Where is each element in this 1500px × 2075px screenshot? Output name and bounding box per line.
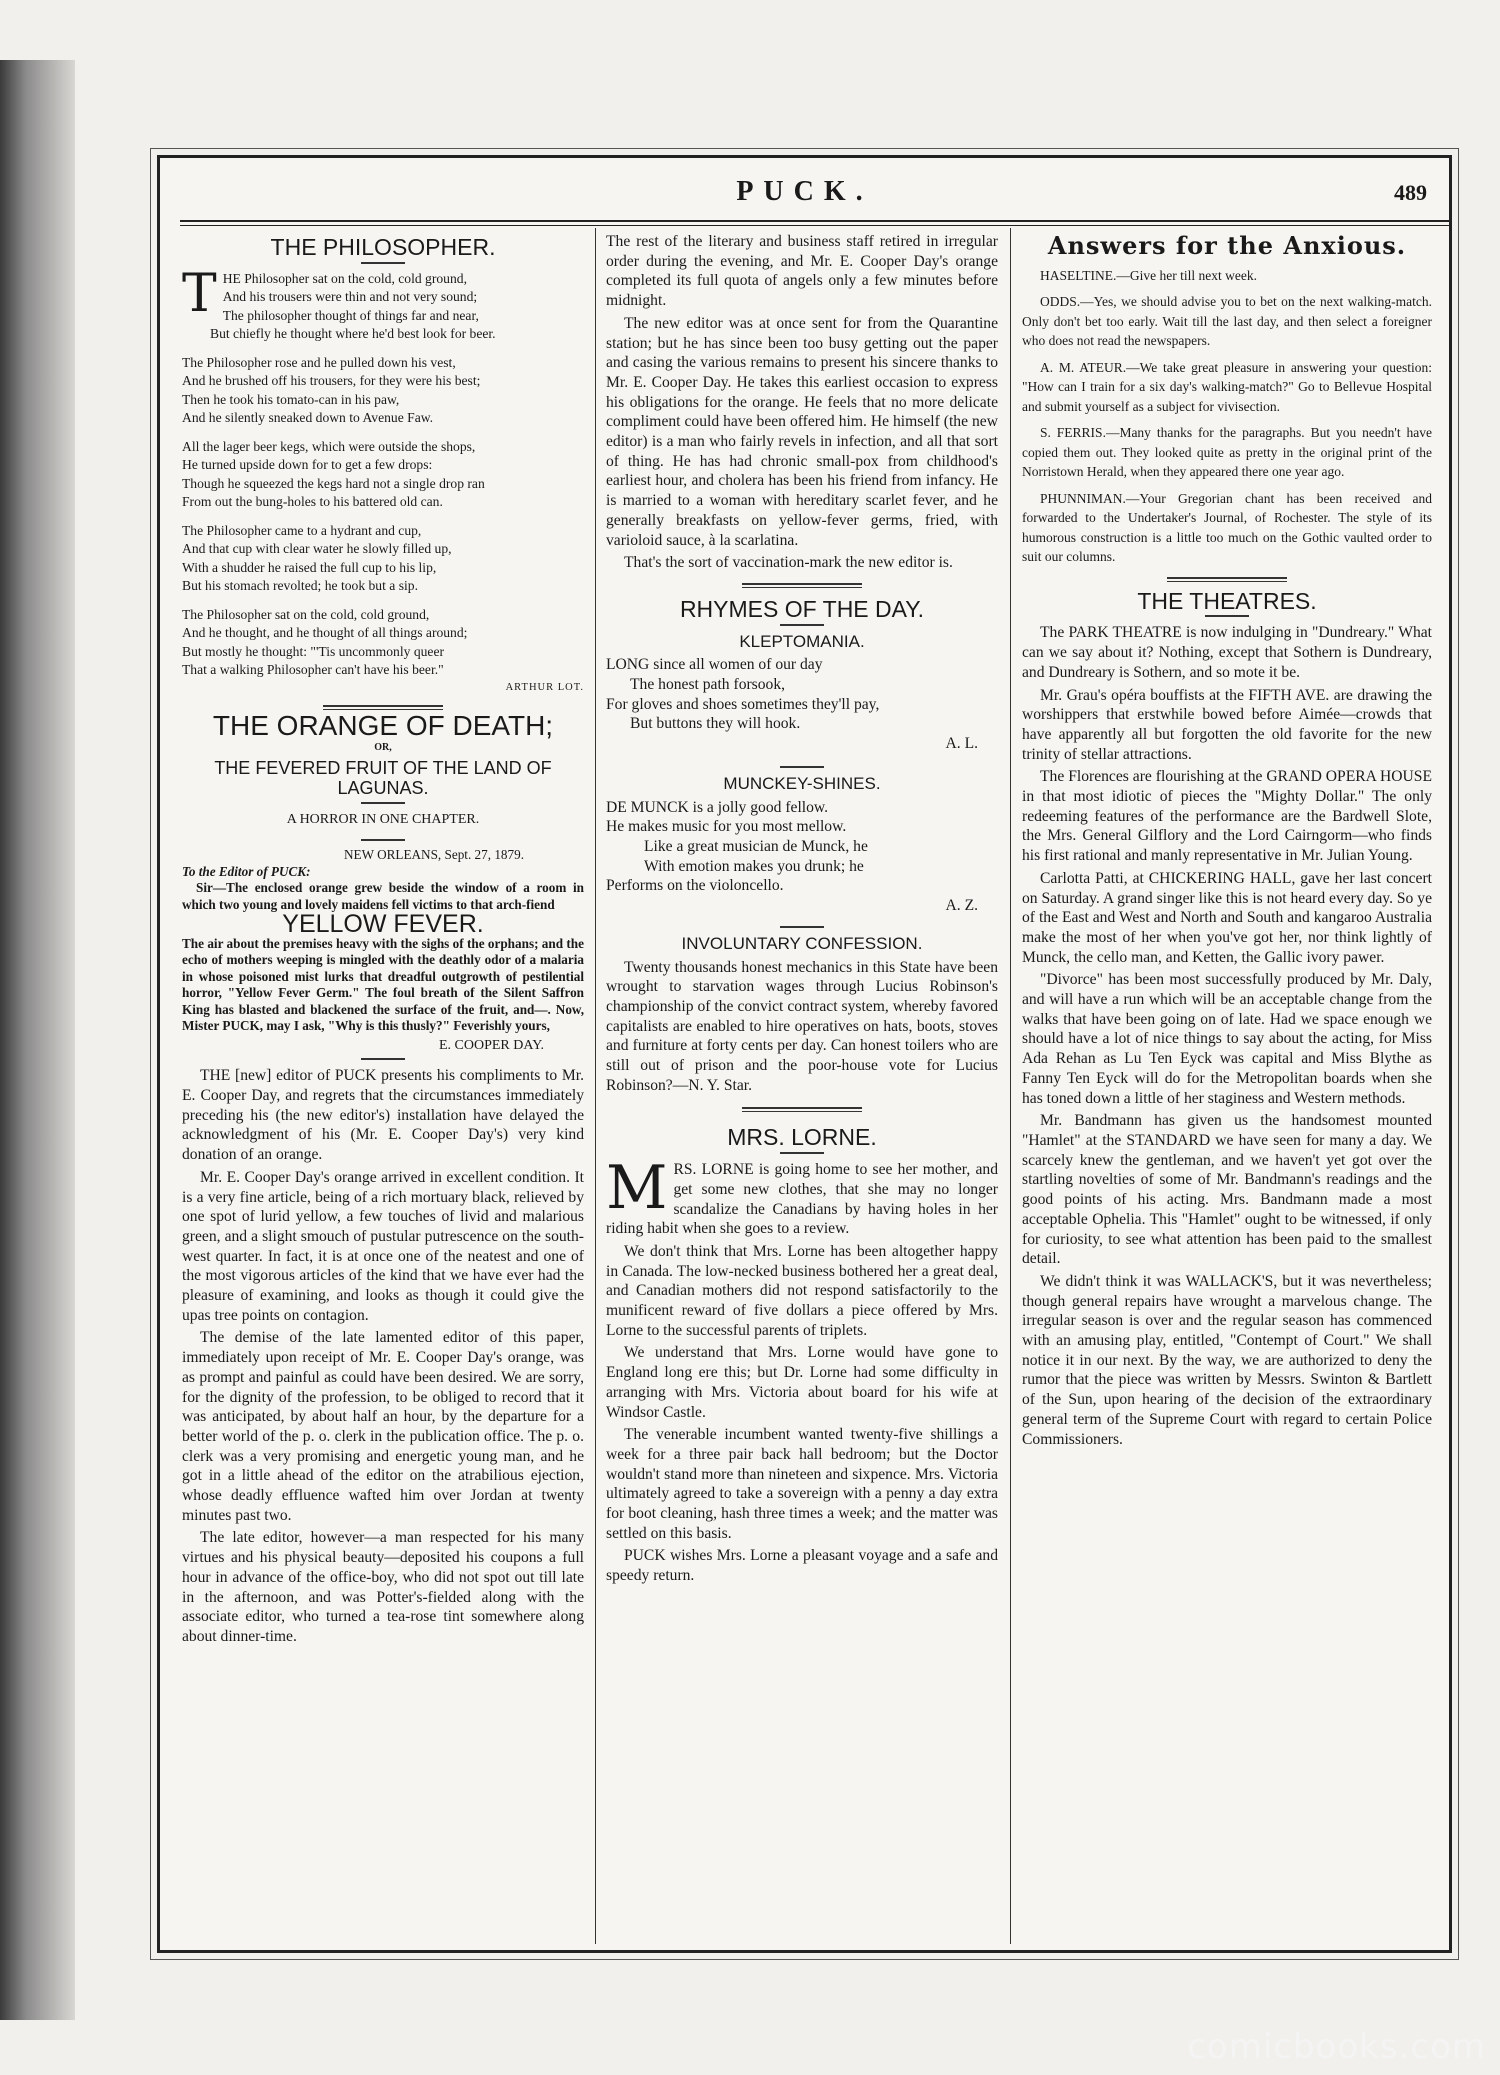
munckey-title: MUNCKEY-SHINES. <box>723 773 881 793</box>
verse-line: He makes music for you most mellow. <box>606 818 847 836</box>
column-middle <box>606 232 998 1940</box>
letter-body: Sir—The enclosed orange grew beside the window of a room in which two young and lovely maidens fell victims to that arch-fiend <box>182 880 584 912</box>
answer-item: S. FERRIS.—Many thanks for the paragraphs. But you needn't have copied them out. They looked quite as pretty in the original print of the Norristown Herald, when they appeared there one year ago. <box>1022 425 1432 480</box>
yellow-fever-heading: YELLOW FEVER. <box>282 910 484 939</box>
page-number: 489 <box>1394 180 1427 205</box>
poem-line: HE Philosopher sat on the cold, cold ground, <box>222 270 467 286</box>
verse-line: With emotion makes you drunk; he <box>644 857 864 875</box>
kleptomania-title: KLEPTOMANIA. <box>739 631 865 651</box>
divider <box>1205 615 1249 617</box>
poem-line: The Philosopher rose and he pulled down his vest, <box>182 354 456 370</box>
poem-line: The Philosopher came to a hydrant and cup, <box>182 522 422 538</box>
divider <box>1167 577 1287 582</box>
letter-date: NEW ORLEANS, Sept. 27, 1879. <box>344 847 524 863</box>
letter-body: The air about the premises heavy with the sighs of the orphans; and the echo of mothers weeping is mingled with the deathly odor of a malaria in whose poisoned mist lurks that dreadful outgrowth of pestilential horror, "Yellow Fever Germ." The foul breath of the Silent Saffron King has blasted and blackened the surface of the fruit, and—. Now, Mister PUCK, may I ask, "Why is this thusly?" Feverishly yours, <box>182 935 584 1034</box>
body-paragraph: We understand that Mrs. Lorne would have gone to England long ere this; but Dr. Lorne had some difficulty in arranging with Mrs. Victoria about board for his wife at Windsor Castle. <box>606 1344 998 1421</box>
header-rule <box>180 220 1449 226</box>
body-paragraph: We didn't think it was WALLACK'S, but it was nevertheless; though general repairs have wrought a marvelous change. The irregular season is over and the regular season has commenced with an amusing play, entitled, "Contempt of Court." We shall notice it in our next. By the way, we are authorized to deny the rumor that the piece was written by Messrs. Swinton & Bartlett of the Sun, upon hearing of the decision of the extraordinary general term of the Supreme Court with regard to certain Police Commissioners. <box>1022 1272 1432 1448</box>
verse-line: Performs on the violoncello. <box>606 877 784 895</box>
poem-line: But his stomach revolted; he took but a sip. <box>182 578 418 594</box>
body-paragraph: The new editor was at once sent for from the Quarantine station; but he has since been too busy getting out the paper and casing the various remains to present his sincere thanks to Mr. E. Cooper Day. He takes this earliest occasion to express his obligations for the orange. He feels that no more delicate compliment could have been offered him. He himself (the new editor) is a man who fairly revels in infection, and all that sort of thing. He has had chronic small-pox from childhood's earliest hour, and cholera has been his friend from infancy. He is married to a woman with hereditary scarlet fever, and he generally breakfasts on yellow-fever germs, fried, with varioloid sauce, à la scarlatina. <box>606 314 998 549</box>
munckey-verse <box>606 798 998 916</box>
body-paragraph <box>606 1153 998 1239</box>
divider <box>361 1058 405 1060</box>
body-paragraph: The PARK THEATRE is now indulging in "Dundreary." What can we say about it? Nothing, except that Sothern is Dundreary, and Dundreary is Sothern, and so mote it be. <box>1022 624 1432 681</box>
poem-line: Then he took his tomato-can in his paw, <box>182 391 400 407</box>
poem-line: With a shudder he raised the full cup to his lip, <box>182 559 437 575</box>
body-paragraph: "Divorce" has been most successfully produced by Mr. Daly, and will have a run which will be an acceptable change from the walks that have been going on of late. Had we space enough we should have a lot of nice things to say about the acting, for Miss Ada Rehan as Lu Ten Eyck was capital and Miss Blythe as Fanny Ten Eyck will do for the Metropolitan boards when she has toned down a little of her staginess and Western methods. <box>1022 971 1432 1107</box>
poem-stanza <box>182 354 584 428</box>
poem-line: But mostly he thought: "'Tis uncommonly queer <box>182 643 445 659</box>
verse-line: LONG since all women of our day <box>606 656 823 674</box>
body-paragraph: Mr. Grau's opéra bouffists at the FIFTH AVE. are drawing the worshippers that erstwhile bowed before Aimée—crowds that have apparently all but forgotten the old favorite for the new trinity of stellar attractions. <box>1022 686 1432 763</box>
poem-stanza <box>182 263 584 344</box>
confession-text: Twenty thousands honest mechanics in this State have been wrought to starvation wages through Lucius Robinson's championship of the convict contract system, whereby favored capitalists are enabled to hire operatives on hats, boots, stoves and furniture at forty cents per day. Can honest toilers who are still out of prison and the poor-house vote for Lucius Robinson?—N. Y. Star. <box>606 958 998 1094</box>
orange-chapter: A HORROR IN ONE CHAPTER. <box>286 811 480 827</box>
orange-subtitle: THE FEVERED FRUIT OF THE LAND OF LAGUNAS. <box>214 757 552 798</box>
verse-signature: A. Z. <box>945 897 978 915</box>
poem-stanza <box>182 438 584 512</box>
divider <box>361 262 405 264</box>
answers-list <box>1022 266 1432 567</box>
poem-line: And he brushed off his trousers, for they were his best; <box>182 373 481 389</box>
divider <box>742 1107 862 1112</box>
poem-line: And he thought, and he thought of all things around; <box>182 625 468 641</box>
binding-shadow <box>0 60 75 2020</box>
divider <box>742 583 862 588</box>
orange-or: OR, <box>374 741 392 753</box>
orange-title: THE ORANGE OF DEATH; <box>212 710 554 742</box>
answer-item: ODDS.—Yes, we should advise you to bet on the next walking-match. Only don't bet too early. Wait till the last day, and then select a foreigner who does not read the newspapers. <box>1022 294 1432 349</box>
lorne-title: MRS. LORNE. <box>727 1124 877 1151</box>
drop-cap: M <box>606 1153 668 1224</box>
letter-salutation: To the Editor of PUCK: <box>182 863 311 879</box>
letter-signature: E. COOPER DAY. <box>438 1037 544 1053</box>
verse-signature: A. L. <box>945 735 978 753</box>
site-watermark: comicbooks.com <box>1187 2027 1486 2067</box>
column-left <box>182 232 584 1940</box>
body-paragraph: The late editor, however—a man respected for his many virtues and his physical beauty—deposited his coupons a full hour in advance of the office-boy, who did not spot out till late in the afternoon, and was Potter's-fielded along with the associate editor, who turned a tea-rose tint somewhere along about dinner-time. <box>182 1529 584 1645</box>
poem-line: And that cup with clear water he slowly filled up, <box>182 541 452 557</box>
divider <box>780 624 824 626</box>
kleptomania-verse <box>606 655 998 754</box>
verse-line: But buttons they will hook. <box>630 715 801 733</box>
verse-line: Like a great musician de Munck, he <box>644 837 868 855</box>
divider <box>780 1152 824 1154</box>
lorne-opening: RS. LORNE is going home to see her mother, and get some new clothes, that she may no longer scandalize the Canadians by having holes in her riding habit when she goes to a review. <box>606 1161 998 1238</box>
body-paragraph: We don't think that Mrs. Lorne has been altogether happy in Canada. The low-necked business bothered her a great deal, and Canadian mothers did not respond satisfactorily to the munificent reward of five dollars a piece offered by Mrs. Lorne to the successful parents of triplets. <box>606 1242 998 1339</box>
body-paragraph: The Florences are flourishing at the GRAND OPERA HOUSE in that most idiotic of pieces the "Mighty Dollar." The only redeeming features of the performance are the Bardwell Slote, the Mrs. General Gilflory and the Lord Cairngorm—who finds his first rational and manly representative in Mr. Julian Young. <box>1022 768 1432 865</box>
philosopher-title: THE PHILOSOPHER. <box>270 234 496 260</box>
poem-line: The Philosopher sat on the cold, cold ground, <box>182 606 430 622</box>
divider <box>361 839 405 841</box>
philosopher-poem <box>182 263 584 698</box>
rhymes-title: RHYMES OF THE DAY. <box>679 595 925 622</box>
divider <box>361 802 405 804</box>
confession-title: INVOLUNTARY CONFESSION. <box>681 933 923 953</box>
column-right <box>1022 232 1432 1940</box>
poem-line: All the lager beer kegs, which were outside the shops, <box>182 438 476 454</box>
body-paragraph: Carlotta Patti, at CHICKERING HALL, gave her last concert on Saturday. A grand singer like this is not heard every day. So ye of the East and West and North and South and kangaroo Australia make the most of her when you've got her, nor think lightly of Munck, the cello man, and Ketten, the Gallic ivory pawer. <box>1022 869 1432 966</box>
poem-line: And his trousers were thin and not very sound; <box>222 289 478 305</box>
poem-line: He turned upside down for to get a few drops: <box>182 457 433 473</box>
letter <box>182 847 584 1054</box>
poem-stanza <box>182 522 584 596</box>
divider <box>780 926 824 928</box>
masthead: PUCK. <box>736 176 873 207</box>
body-paragraph: THE [new] editor of PUCK presents his compliments to Mr. E. Cooper Day, and regrets that the circumstances immediately preceding his (the new editor's) installation have delayed the acknowledgment of his (Mr. E. Cooper Day's) very kind donation of an orange. <box>182 1067 584 1164</box>
body-paragraph: The demise of the late lamented editor of this paper, immediately upon receipt of Mr. E. Cooper Day's orange, was as prompt and painful as could have been desired. We are sorry, for the dignity of the profession, to be obliged to record that it was anticipated, by about half an hour, by the departure for a better world of the p. o. clerk in the publication office. The p. o. clerk was a very promising and energetic young man, and he got in a little ahead of the editor on the atrabilious ejection, whose deadly effluence wafted him over Jordan at twenty minutes past two. <box>182 1329 584 1524</box>
divider <box>780 766 824 768</box>
poem-stanza <box>182 606 584 680</box>
body-paragraph: PUCK wishes Mrs. Lorne a pleasant voyage and a safe and speedy return. <box>606 1547 998 1585</box>
poem-line: Though he squeezed the kegs hard not a single drop ran <box>182 475 485 491</box>
poem-line: From out the bung-holes to his battered old can. <box>182 494 443 510</box>
poem-line: The philosopher thought of things far and near, <box>222 307 479 323</box>
poem-line: But chiefly he thought where he'd best look for beer. <box>210 326 496 342</box>
poem-signature: ARTHUR LOT. <box>505 681 584 693</box>
body-paragraph: The venerable incumbent wanted twenty-five shillings a week for a three pair back hall bedroom; but the Doctor wouldn't stand more than nineteen and sixpence. Mrs. Victoria ultimately agreed to take a sovereign with a penny a day extra for boot cleaning, hash three times a week; and the matter was settled on this basis. <box>606 1426 998 1542</box>
verse-line: DE MUNCK is a jolly good fellow. <box>606 798 829 816</box>
column-rule <box>595 228 596 1944</box>
column-rule <box>1010 228 1011 1944</box>
body-paragraph: The rest of the literary and business staff retired in irregular order during the evening, and Mr. E. Cooper Day's orange completed its full quota of angels only a few minutes before midnight. <box>606 233 998 310</box>
answer-item: A. M. ATEUR.—We take great pleasure in answering your question: "How can I train for a six day's walking-match?" Go to Bellevue Hospital and submit yourself as a subject for vivisection. <box>1022 359 1432 414</box>
body-paragraph: Mr. Bandmann has given us the handsomest mounted "Hamlet" at the STANDARD we have seen for many a day. We scarcely knew the gentleman, and we haven't yet got over the startling novelties of some of Mr. Bandmann's readings and the good points of his acting. Mrs. Bandmann made a most acceptable Ophelia. This "Hamlet" ought to be witnessed, if only for curiosity, to see what attention has been paid to the smallest detail. <box>1022 1112 1432 1268</box>
poem-line: And he silently sneaked down to Avenue Faw. <box>182 410 434 426</box>
verse-line: For gloves and shoes sometimes they'll pay, <box>606 695 880 713</box>
poem-line: That a walking Philosopher can't have his beer." <box>182 662 444 678</box>
drop-cap: T <box>182 263 217 324</box>
body-paragraph: Mr. E. Cooper Day's orange arrived in excellent condition. It is a very fine article, being of a rich mortuary black, relieved by one spot of lurid yellow, a few touches of livid and malarious green, and a slight smouch of pustular putrescence on the south-west quarter. In fact, it is at once one of the neatest and one of the most vigorous articles of the kind that we have ever had the pleasure of examining, and looks as though it could give the upas tree points on contagion. <box>182 1168 584 1324</box>
page-frame <box>157 155 1452 1953</box>
answer-item: PHUNNIMAN.—Your Gregorian chant has been received and forwarded to the Undertaker's Journal, of Rochester. The style of its humorous construction is a little too much on the Gothic vaulted order to suit our columns. <box>1022 490 1432 565</box>
body-paragraph: That's the sort of vaccination-mark the new editor is. <box>624 554 953 572</box>
answers-title: Answers for the Anxious. <box>1047 232 1407 260</box>
theatres-title: THE THEATRES. <box>1137 587 1317 614</box>
answer-item: HASELTINE.—Give her till next week. <box>1040 267 1257 283</box>
verse-line: The honest path forsook, <box>630 676 786 694</box>
